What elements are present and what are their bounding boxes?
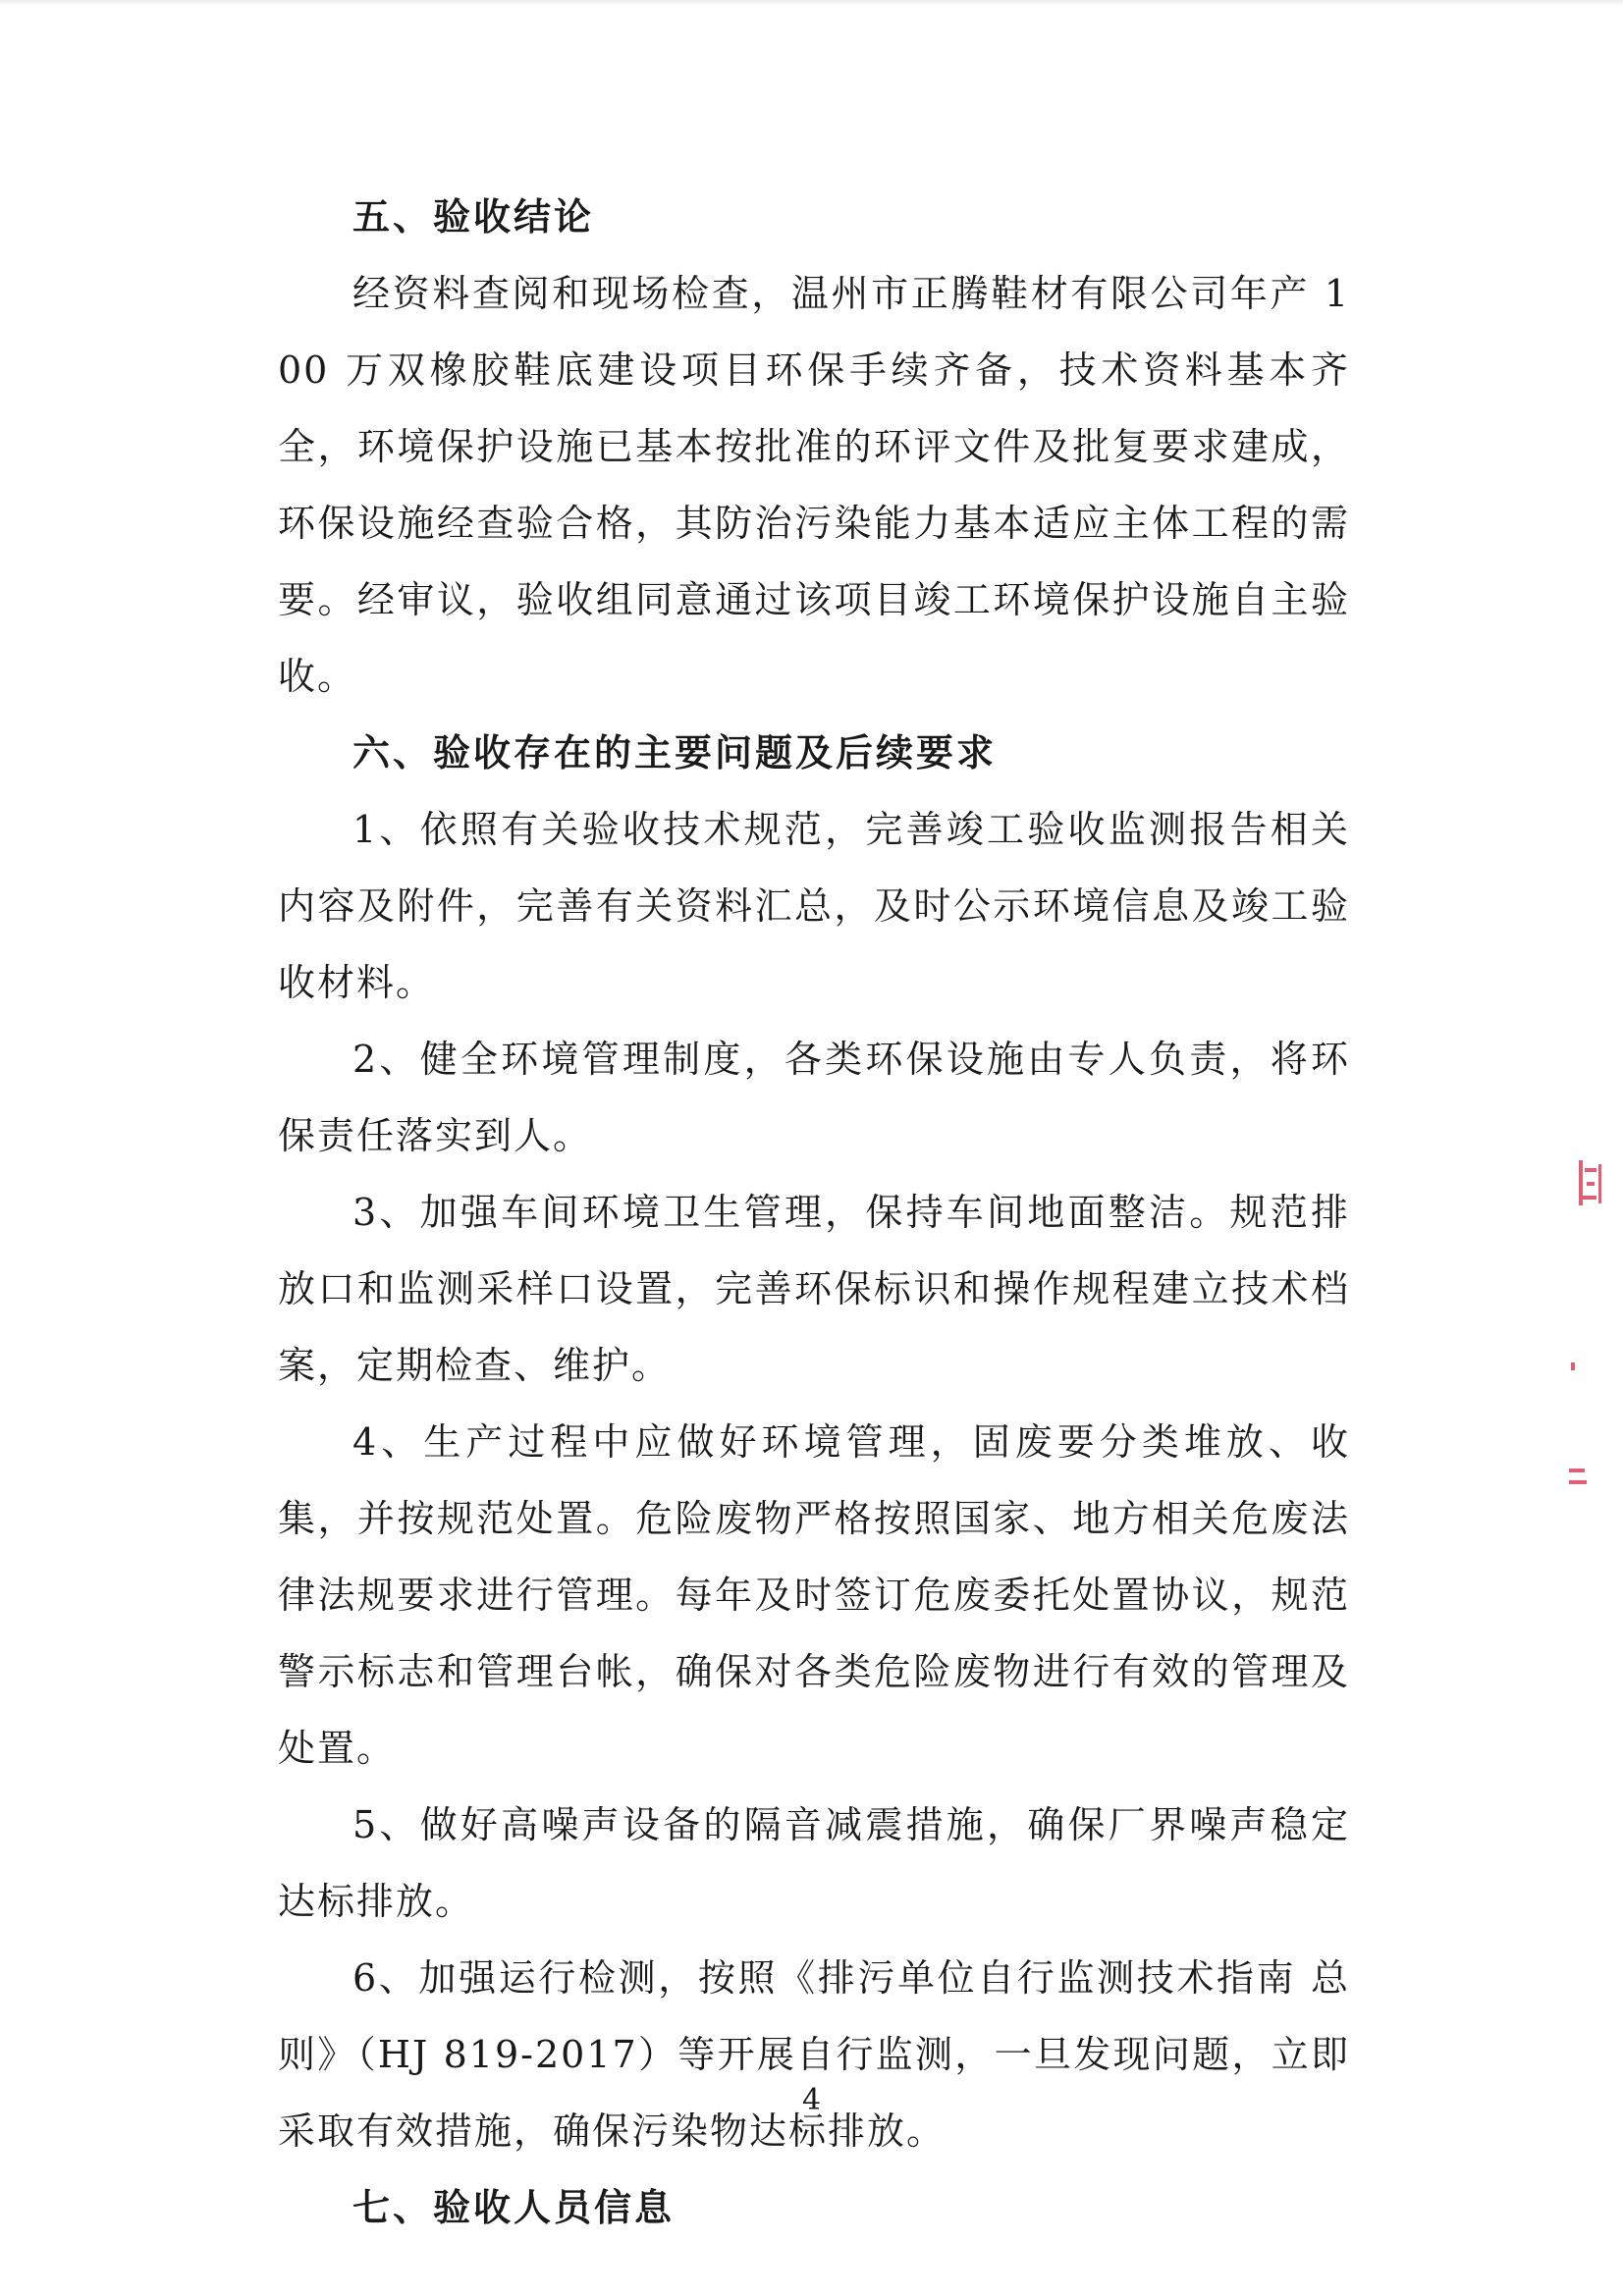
requirement-item-2: 2、健全环境管理制度，各类环保设施由专人负责，将环保责任落实到人。 [278, 1038, 1350, 1157]
conclusion-paragraph: 经资料查阅和现场检查，温州市正腾鞋材有限公司年产 100 万双橡胶鞋底建设项目环保手续齐备，技术资料基本齐全，环境保护设施已基本按批准的环评文件及批复要求建成，环保设施经查验合格，其防治污染能力基本适应主体工程的需要。经审议，验收组同意通过该项目竣工环境保护设施自主验收。 [278, 272, 1350, 698]
document-body [278, 179, 1350, 2246]
scan-edge [0, 0, 1623, 6]
requirement-item-4: 4、生产过程中应做好环境管理，固废要分类堆放、收集，并按规范处置。危险废物严格按照国家、地方相关危废法律法规要求进行管理。每年及时签订危废委托处置协议，规范警示标志和管理台帐，确保对各类危险废物进行有效的管理及处置。 [278, 1420, 1350, 1770]
requirement-item-1: 1、依照有关验收技术规范，完善竣工验收监测报告相关内容及附件，完善有关资料汇总，及时公示环境信息及竣工验收材料。 [278, 808, 1350, 1004]
requirement-item-6: 6、加强运行检测，按照《排污单位自行监测技术指南 总则》（HJ 819-2017）等开展自行监测，一旦发现问题，立即采取有效措施，确保污染物达标排放。 [278, 1956, 1350, 2153]
section-heading-personnel-info: 七、验收人员信息 [352, 2185, 676, 2229]
section-heading-acceptance-conclusion: 五、验收结论 [352, 194, 595, 239]
requirement-item-3: 3、加强车间环境卫生管理，保持车间地面整洁。规范排放口和监测采样口设置，完善环保标识和操作规程建立技术档案，定期检查、维护。 [278, 1191, 1350, 1387]
section-heading-problems-requirements: 六、验收存在的主要问题及后续要求 [352, 730, 998, 774]
requirement-item-5: 5、做好高噪声设备的隔音减震措施，确保厂界噪声稳定达标排放。 [278, 1803, 1350, 1923]
page-number: 4 [801, 2083, 822, 2117]
